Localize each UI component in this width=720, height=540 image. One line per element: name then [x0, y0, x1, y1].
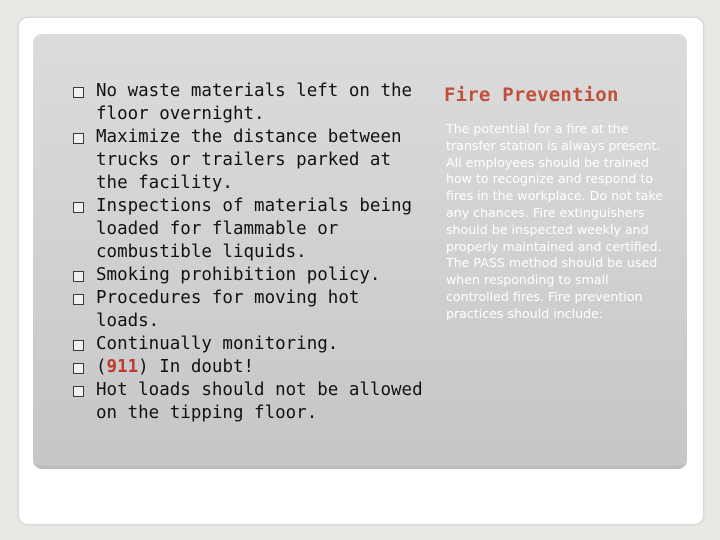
bullet-item [70, 379, 430, 425]
bullet-text: No waste materials left on the floor overnight. [96, 81, 413, 124]
bullet-item [70, 80, 430, 126]
bullet-item [70, 287, 430, 333]
bullet-text: Inspections of materials being loaded for flammable or combustible liquids. [96, 196, 413, 262]
checkbox-bullet-icon [73, 386, 84, 397]
bullet-text: Smoking prohibition policy. [96, 265, 381, 285]
bullet-item [70, 126, 430, 195]
intro-paragraph: The potential for a fire at the transfer station is always present. All employees should be trained how to recognize and respond to fires in the workplace. Do not take any chances. Fire extinguishers should be inspected weekly and properly maintained and certified. The PASS method should be used when responding to small controlled fires. Fire prevention practices should include: [446, 121, 663, 321]
checkbox-bullet-icon [73, 87, 84, 98]
bullet-prefix: ( [96, 357, 107, 377]
checkbox-bullet-icon [73, 133, 84, 144]
bullet-item [70, 195, 430, 264]
bullet-item [70, 333, 430, 356]
emergency-number: 911 [106, 357, 139, 377]
bullet-text: Continually monitoring. [96, 334, 339, 354]
bullet-list [70, 80, 430, 425]
bullet-text: Hot loads should not be allowed on the tipping floor. [96, 380, 423, 423]
bullet-item [70, 264, 430, 287]
checkbox-bullet-icon [73, 363, 84, 374]
bullet-text: Procedures for moving hot loads. [96, 288, 360, 331]
checkbox-bullet-icon [73, 340, 84, 351]
checkbox-bullet-icon [73, 294, 84, 305]
checkbox-bullet-icon [73, 202, 84, 213]
bullet-text: Maximize the distance between trucks or trailers parked at the facility. [96, 127, 402, 193]
bullet-suffix: ) In doubt! [138, 357, 255, 377]
bullet-item [70, 356, 430, 379]
slide-title: Fire Prevention [444, 84, 619, 106]
checkbox-bullet-icon [73, 271, 84, 282]
